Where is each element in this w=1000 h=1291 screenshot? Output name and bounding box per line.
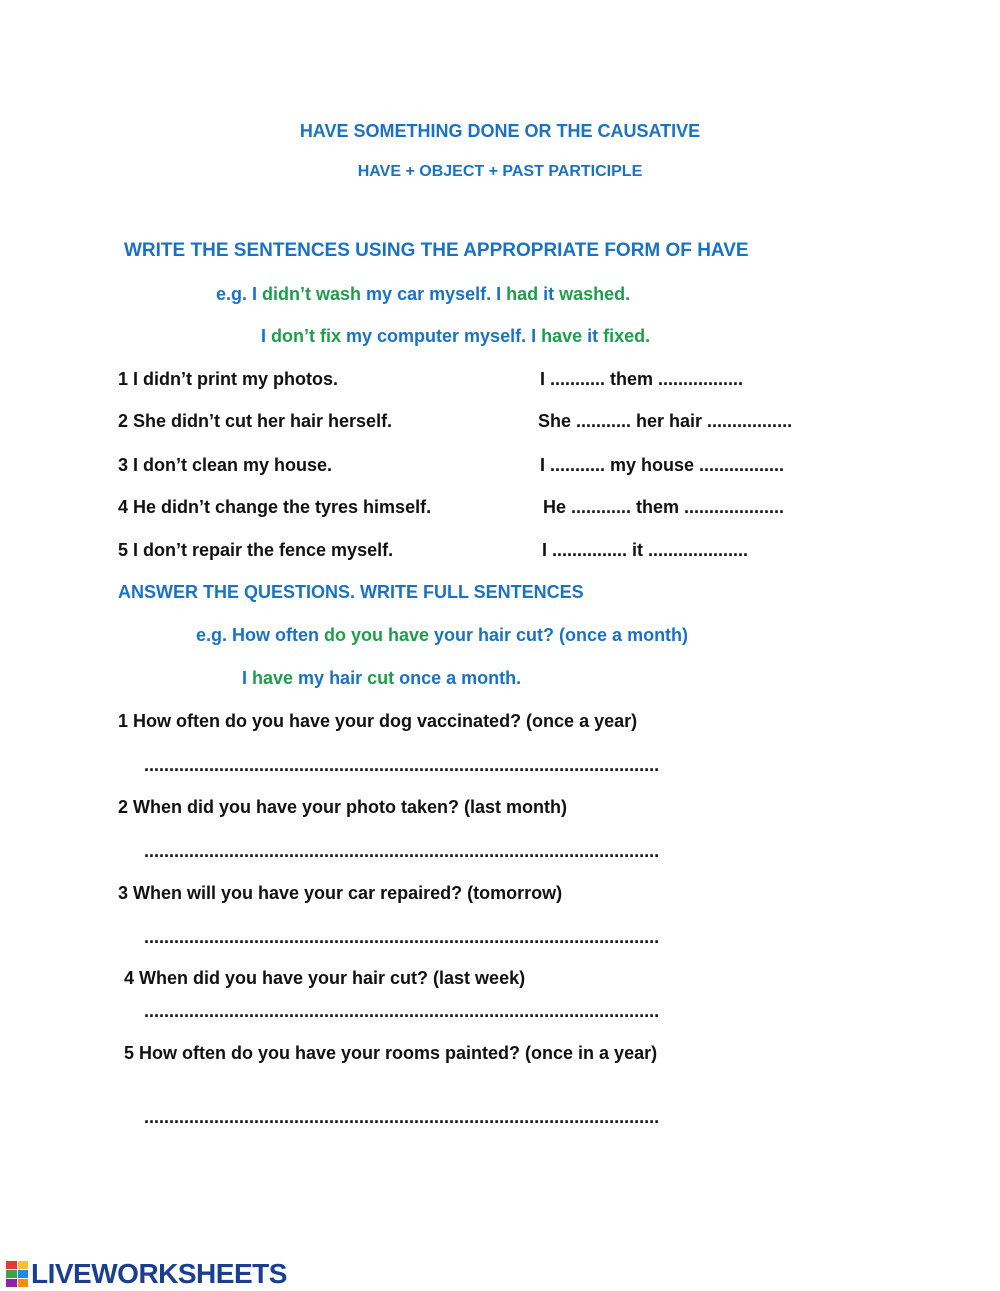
question-1: 1 How often do you have your dog vaccinated? (once a year) <box>118 711 638 731</box>
example-text: I <box>242 668 253 688</box>
answer-line-5[interactable]: ....................................................................................................... <box>144 1107 660 1127</box>
exercise-item-4 <box>118 497 785 518</box>
exercise-sentence: 3 I don’t clean my house. <box>118 455 333 475</box>
example-text: don’t fix <box>271 326 347 346</box>
example-answer <box>242 668 521 689</box>
exercise-sentence: 1 I didn’t print my photos. <box>118 369 338 389</box>
example-text: had <box>506 284 544 304</box>
example-text: cut <box>367 668 400 688</box>
answer-line-2[interactable]: ....................................................................................................... <box>144 841 660 861</box>
example-text: it <box>543 284 560 304</box>
exercise-answer-blank[interactable]: He ............ them .................... <box>543 497 785 517</box>
logo-text: LIVEWORKSHEETS <box>31 1258 287 1289</box>
liveworksheets-logo-icon <box>6 1261 28 1287</box>
exercise-sentence: 2 She didn’t cut her hair herself. <box>118 411 393 431</box>
exercise-answer-blank[interactable]: I ........... my house ................. <box>540 455 785 475</box>
example-text: e.g. <box>216 284 253 304</box>
example-text: washed. <box>559 284 631 304</box>
example-text: it <box>587 326 604 346</box>
answer-line-3[interactable]: ....................................................................................................... <box>144 927 660 947</box>
exercise-answer-blank[interactable]: I ........... them ................. <box>540 369 744 389</box>
answer-line-4[interactable]: ....................................................................................................... <box>144 1001 660 1021</box>
example-text: my hair <box>298 668 368 688</box>
exercise-item-3 <box>118 455 785 476</box>
example-text: do you have <box>324 625 435 645</box>
example-text: my computer myself. I <box>346 326 542 346</box>
example-text: have <box>541 326 588 346</box>
example-text: I <box>252 284 263 304</box>
example-text: didn’t wash <box>262 284 367 304</box>
question-5: 5 How often do you have your rooms painted? (once in a year) <box>124 1043 658 1063</box>
answer-line-1[interactable]: ....................................................................................................... <box>144 755 660 775</box>
exercise-answer-blank[interactable]: She ........... her hair ................. <box>538 411 793 431</box>
example-text: have <box>252 668 299 688</box>
example-text: fixed. <box>603 326 651 346</box>
example-text: e.g. How often <box>196 625 324 645</box>
section2-instruction: ANSWER THE QUESTIONS. WRITE FULL SENTENCES <box>118 582 584 602</box>
question-3: 3 When will you have your car repaired? (tomorrow) <box>118 883 563 903</box>
exercise-answer-blank[interactable]: I ............... it .................... <box>542 540 749 560</box>
exercise-sentence: 4 He didn’t change the tyres himself. <box>118 497 432 517</box>
exercise-item-5 <box>118 540 749 561</box>
section1-instruction: WRITE THE SENTENCES USING THE APPROPRIATE FORM OF HAVE <box>124 240 749 261</box>
question-4: 4 When did you have your hair cut? (last week) <box>124 968 526 988</box>
example-sentence-2 <box>261 326 650 347</box>
exercise-item-1 <box>118 369 744 390</box>
example-text: your hair cut? (once a month) <box>434 625 689 645</box>
exercise-sentence: 5 I don’t repair the fence myself. <box>118 540 394 560</box>
example-text: I <box>261 326 272 346</box>
question-2: 2 When did you have your photo taken? (last month) <box>118 797 568 817</box>
example-text: once a month. <box>399 668 522 688</box>
worksheet-title: HAVE SOMETHING DONE OR THE CAUSATIVE <box>299 121 701 141</box>
example-question <box>196 625 688 646</box>
example-sentence-1 <box>216 284 630 305</box>
example-text: my car myself. I <box>366 284 507 304</box>
worksheet-subtitle: HAVE + OBJECT + PAST PARTICIPLE <box>357 163 643 180</box>
liveworksheets-logo <box>6 1258 287 1290</box>
exercise-item-2 <box>118 411 793 432</box>
